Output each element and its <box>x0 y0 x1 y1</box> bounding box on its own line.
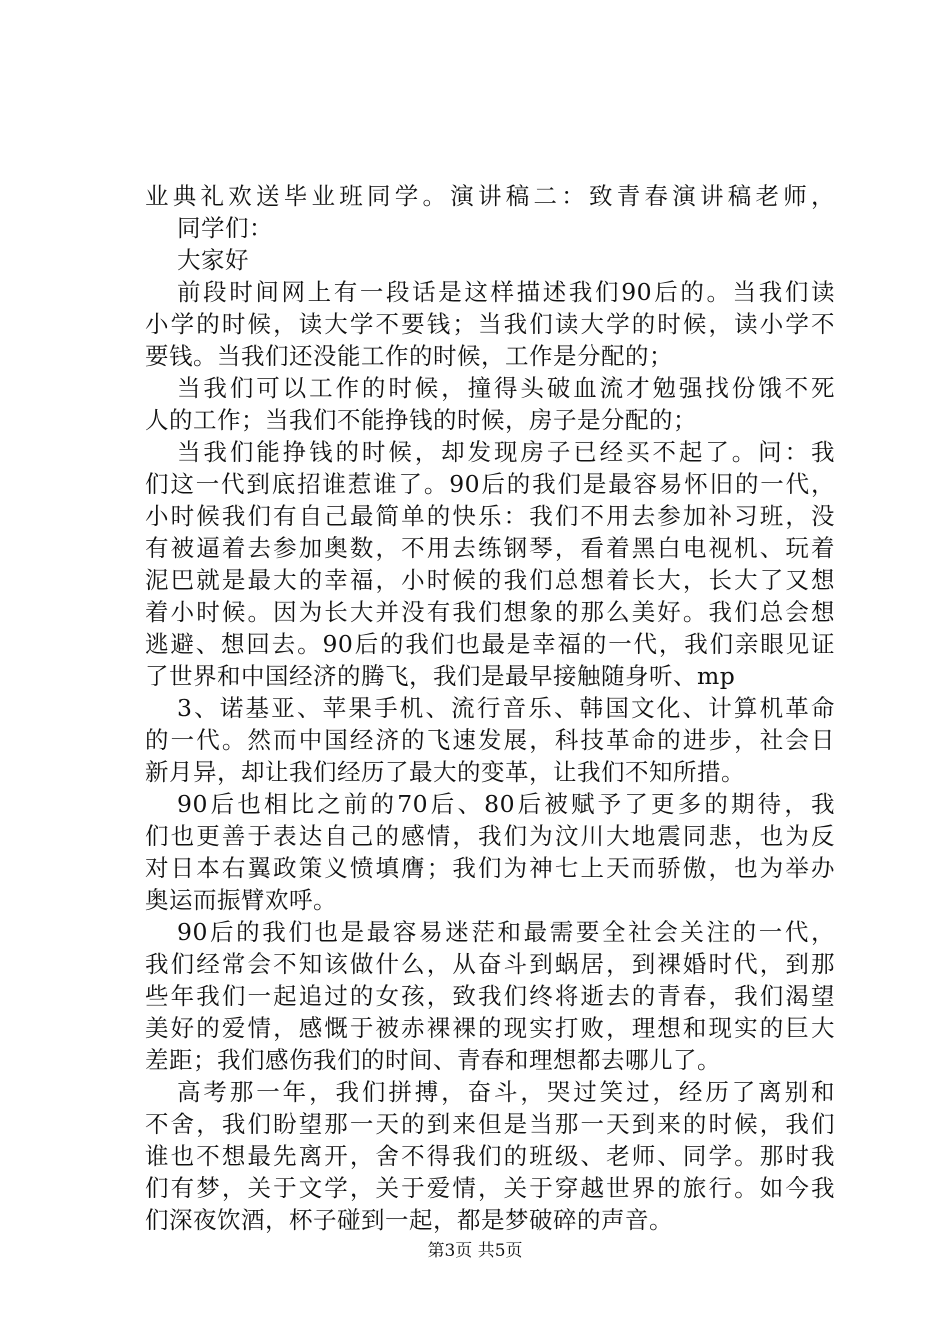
paragraph-line: 有被逼着去参加奥数，不用去练钢琴，看着黑白电视机、玩着 <box>145 534 835 562</box>
paragraph-line: 不舍，我们盼望那一天的到来但是当那一天到来的时候，我们 <box>145 1110 835 1138</box>
paragraph-line: 们有梦，关于文学，关于爱情，关于穿越世界的旅行。如今我 <box>145 1174 835 1202</box>
paragraph-line: 们这一代到底招谁惹谁了。90后的我们是最容易怀旧的一代， <box>145 470 835 498</box>
paragraph-line: 新月异，却让我们经历了最大的变革，让我们不知所措。 <box>145 758 745 786</box>
page-number: 第3页 共5页 <box>427 1241 523 1261</box>
paragraph-line: 奥运而振臂欢呼。 <box>145 886 337 914</box>
salutation-line: 同学们： <box>177 214 273 242</box>
paragraph-line: 3、诺基亚、苹果手机、流行音乐、韩国文化、计算机革命 <box>177 694 835 722</box>
paragraph-line: 的一代。然而中国经济的飞速发展，科技革命的进步，社会日 <box>145 726 835 754</box>
paragraph-line: 前段时间网上有一段话是这样描述我们90后的。当我们读 <box>177 278 835 306</box>
paragraph-line: 小学的时候，读大学不要钱；当我们读大学的时候，读小学不 <box>145 310 835 338</box>
paragraph-line: 高考那一年，我们拼搏，奋斗，哭过笑过，经历了离别和 <box>177 1078 835 1106</box>
paragraph-line: 们也更善于表达自己的感情，我们为汶川大地震同悲，也为反 <box>145 822 835 850</box>
paragraph-line: 小时候我们有自己最简单的快乐：我们不用去参加补习班，没 <box>145 502 835 530</box>
paragraph-line: 们深夜饮酒，杯子碰到一起，都是梦破碎的声音。 <box>145 1206 673 1234</box>
paragraph-line: 了世界和中国经济的腾飞，我们是最早接触随身听、mp <box>145 662 736 690</box>
paragraph-line: 逃避、想回去。90后的我们也最是幸福的一代，我们亲眼见证 <box>145 630 835 658</box>
greeting-line: 大家好 <box>177 246 249 274</box>
paragraph-line: 我们经常会不知该做什么，从奋斗到蜗居，到裸婚时代，到那 <box>145 950 835 978</box>
paragraph-line: 90后的我们也是最容易迷茫和最需要全社会关注的一代， <box>177 918 835 946</box>
paragraph-line: 些年我们一起追过的女孩，致我们终将逝去的青春，我们渴望 <box>145 982 835 1010</box>
paragraph-line: 谁也不想最先离开，舍不得我们的班级、老师、同学。那时我 <box>145 1142 835 1170</box>
paragraph-line: 当我们能挣钱的时候，却发现房子已经买不起了。问：我 <box>177 438 835 466</box>
paragraph-line: 差距；我们感伤我们的时间、青春和理想都去哪儿了。 <box>145 1046 721 1074</box>
paragraph-line: 着小时候。因为长大并没有我们想象的那么美好。我们总会想 <box>145 598 835 626</box>
paragraph-line: 泥巴就是最大的幸福，小时候的我们总想着长大，长大了又想 <box>145 566 835 594</box>
paragraph-line: 对日本右翼政策义愤填膺；我们为神七上天而骄傲，也为举办 <box>145 854 835 882</box>
paragraph-line: 90后也相比之前的70后、80后被赋予了更多的期待，我 <box>177 790 835 818</box>
paragraph-line: 业典礼欢送毕业班同学。演讲稿二：致青春演讲稿老师， <box>145 182 835 210</box>
paragraph-line: 当我们可以工作的时候，撞得头破血流才勉强找份饿不死 <box>177 374 835 402</box>
paragraph-line: 美好的爱情，感慨于被赤裸裸的现实打败，理想和现实的巨大 <box>145 1014 835 1042</box>
paragraph-line: 要钱。当我们还没能工作的时候，工作是分配的； <box>145 342 673 370</box>
paragraph-line: 人的工作；当我们不能挣钱的时候，房子是分配的； <box>145 406 697 434</box>
